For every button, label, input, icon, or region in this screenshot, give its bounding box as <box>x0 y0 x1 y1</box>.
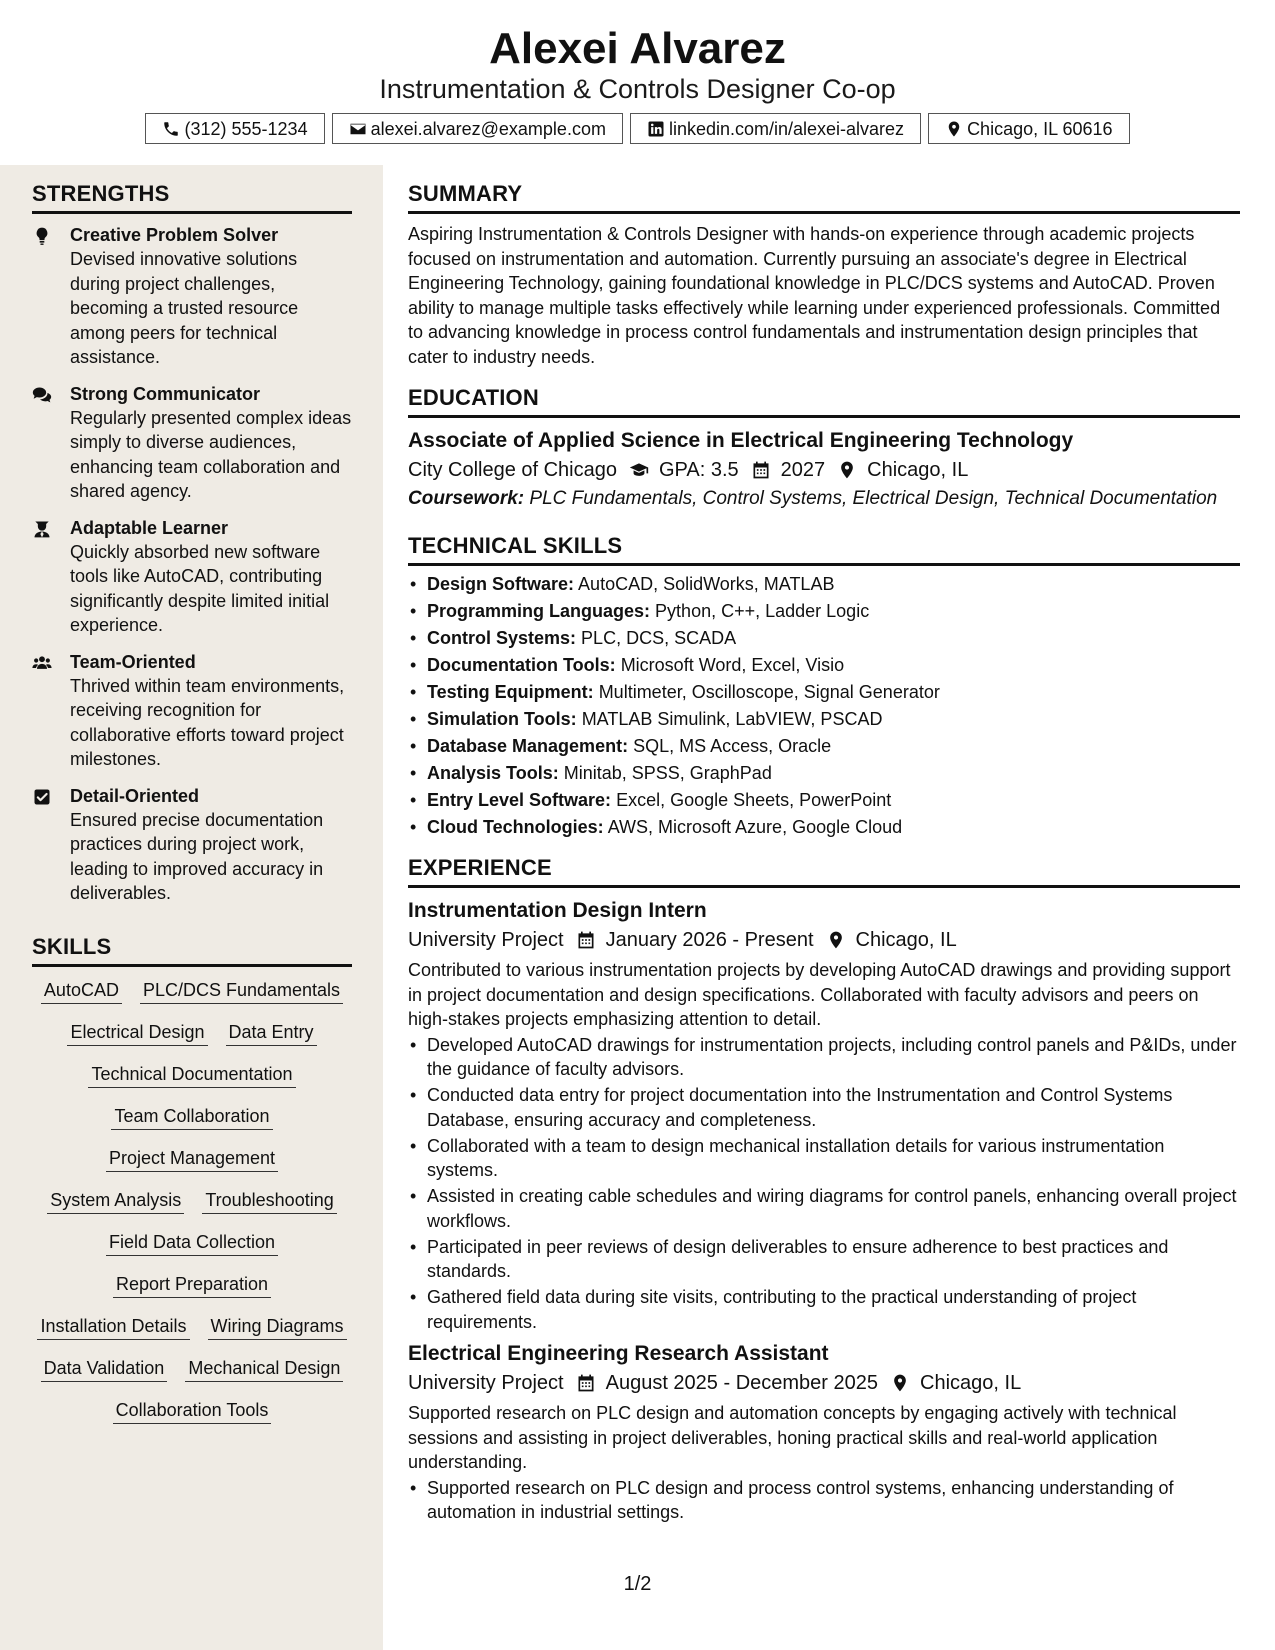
list-item <box>408 680 1240 705</box>
calendar-icon <box>751 460 771 480</box>
envelope-icon <box>349 120 367 138</box>
technical-skills-heading: TECHNICAL SKILLS <box>408 517 1240 566</box>
skill-category: Database Management: <box>427 736 629 756</box>
strength-description: Thrived within team environments, receiving recognition for collaborative efforts toward project milestones. <box>70 675 345 769</box>
strength-title: Creative Problem Solver <box>70 225 279 245</box>
graduation-cap-icon <box>629 460 649 480</box>
job-organization: University Project <box>408 1372 564 1394</box>
strength-title: Adaptable Learner <box>70 517 229 538</box>
education-location: Chicago, IL <box>867 459 969 481</box>
skill-category: Entry Level Software: <box>427 790 612 810</box>
map-pin-icon <box>837 460 857 480</box>
skill-values: PLC, DCS, SCADA <box>581 628 737 648</box>
skill-values: Excel, Google Sheets, PowerPoint <box>616 790 892 810</box>
technical-skills-list <box>408 572 1240 840</box>
comments-icon <box>32 385 52 405</box>
list-item <box>408 626 1240 651</box>
coursework <box>408 487 1240 511</box>
strength-item <box>32 223 352 370</box>
skill-category: Simulation Tools: <box>427 709 577 729</box>
skill-values: AWS, Microsoft Azure, Google Cloud <box>607 817 903 837</box>
job-meta <box>408 925 1240 955</box>
map-pin-icon <box>945 120 963 138</box>
list-item <box>408 599 1240 624</box>
list-item: • Collaborated with a team to design mechanical installation details for various instrumentation systems. <box>408 1134 1240 1183</box>
contact-email[interactable] <box>332 113 623 144</box>
skill-tag: Installation Details <box>37 1313 189 1340</box>
strengths-heading: STRENGTHS <box>32 165 352 214</box>
strengths-list <box>32 223 352 906</box>
list-item <box>408 788 1240 813</box>
skill-tag: Collaboration Tools <box>113 1397 272 1424</box>
map-pin-icon <box>826 930 846 950</box>
skill-tag: PLC/DCS Fundamentals <box>140 977 343 1004</box>
job-location: Chicago, IL <box>920 1372 1022 1394</box>
skill-values: Python, C++, Ladder Logic <box>655 601 870 621</box>
summary-heading: SUMMARY <box>408 165 1240 214</box>
list-item <box>408 707 1240 732</box>
strength-item <box>32 516 352 638</box>
skills-cloud <box>32 977 352 1424</box>
skill-category: Control Systems: <box>427 628 577 648</box>
experience-heading: EXPERIENCE <box>408 839 1240 888</box>
contact-bar <box>0 113 1275 144</box>
strength-title: Strong Communicator <box>70 383 261 404</box>
job-dates: August 2025 - December 2025 <box>605 1372 879 1394</box>
skills-heading: SKILLS <box>32 918 352 967</box>
skill-category: Design Software: <box>427 574 575 594</box>
graduate-icon <box>32 519 52 539</box>
contact-linkedin[interactable] <box>630 113 921 144</box>
skill-tag: Electrical Design <box>67 1019 207 1046</box>
skill-values: AutoCAD, SolidWorks, MATLAB <box>578 574 835 594</box>
resume-header <box>0 0 1275 165</box>
skill-values: Multimeter, Oscilloscope, Signal Generator <box>598 682 940 702</box>
candidate-title: Instrumentation & Controls Designer Co-op <box>379 74 896 104</box>
skill-tag: Project Management <box>106 1145 278 1172</box>
job-dates: January 2026 - Present <box>605 929 814 951</box>
job-meta <box>408 1368 1240 1398</box>
list-item <box>408 734 1240 759</box>
job-title: Instrumentation Design Intern <box>408 899 707 922</box>
strength-description: Ensured precise documentation practices during project work, leading to improved accuracy in deliverables. <box>70 809 324 903</box>
strength-title: Detail-Oriented <box>70 785 200 806</box>
skill-category: Documentation Tools: <box>427 655 616 675</box>
calendar-icon <box>576 930 596 950</box>
main-column <box>408 165 1240 1585</box>
strength-title: Team-Oriented <box>70 651 196 672</box>
skill-tag: Data Validation <box>41 1355 168 1382</box>
sidebar <box>0 165 383 1650</box>
skill-tag: Wiring Diagrams <box>208 1313 347 1340</box>
contact-phone <box>145 113 324 144</box>
page-number: 1/2 <box>623 1573 652 1595</box>
list-item <box>408 572 1240 597</box>
skill-values: Minitab, SPSS, GraphPad <box>563 763 772 783</box>
contact-location <box>928 113 1129 144</box>
skill-category: Analysis Tools: <box>427 763 559 783</box>
list-item <box>408 761 1240 786</box>
list-item <box>408 653 1240 678</box>
skill-category: Programming Languages: <box>427 601 651 621</box>
job-title: Electrical Engineering Research Assistant <box>408 1342 829 1365</box>
checkbox-icon <box>32 787 52 807</box>
skill-category: Cloud Technologies: <box>427 817 604 837</box>
list-item: • Gathered field data during site visits, contributing to the practical understanding of project requirements. <box>408 1285 1240 1334</box>
skill-values: SQL, MS Access, Oracle <box>633 736 832 756</box>
job-summary: Supported research on PLC design and automation concepts by engaging actively with technical sessions and assisting in project deliverables, honing practical skills and real-world application understanding. <box>408 1403 1177 1472</box>
skill-tag: Field Data Collection <box>106 1229 278 1256</box>
school-name: City College of Chicago <box>408 459 617 481</box>
strength-item <box>32 382 352 504</box>
coursework-label: Coursework: <box>408 488 525 509</box>
linkedin-text: linkedin.com/in/alexei-alvarez <box>668 118 905 139</box>
phone-text: (312) 555-1234 <box>184 118 308 139</box>
email-text: alexei.alvarez@example.com <box>370 118 606 139</box>
summary-text: Aspiring Instrumentation & Controls Designer with hands-on experience through academic projects focused on instrumentation and automation. Currently pursuing an associate's degree in Electrical Engineering Technology, gaining foundational knowledge in PLC/DCS systems and AutoCAD. Proven ability to manage multiple tasks effectively while learning under experienced professionals. Committed to advancing knowledge in process control fundamentals and instrumentation design principles that cater to industry needs. <box>408 224 1221 367</box>
calendar-icon <box>576 1373 596 1393</box>
skill-tag: Data Entry <box>226 1019 317 1046</box>
skill-tag: Mechanical Design <box>185 1355 343 1382</box>
list-item <box>408 815 1240 840</box>
list-item: • Participated in peer reviews of design deliverables to ensure adherence to best practices and standards. <box>408 1235 1240 1284</box>
coursework-list: PLC Fundamentals, Control Systems, Electrical Design, Technical Documentation <box>529 488 1218 509</box>
strength-item <box>32 784 352 906</box>
job-location: Chicago, IL <box>855 929 957 951</box>
education-meta <box>408 455 1240 485</box>
skill-tag: Report Preparation <box>113 1271 271 1298</box>
skill-category: Testing Equipment: <box>427 682 594 702</box>
skill-tag: Technical Documentation <box>88 1061 295 1088</box>
candidate-name: Alexei Alvarez <box>489 24 786 73</box>
strength-description: Devised innovative solutions during project challenges, becoming a trusted resource among peers for technical assistance. <box>70 249 299 367</box>
users-icon <box>32 653 52 673</box>
skill-values: Microsoft Word, Excel, Visio <box>620 655 845 675</box>
education-heading: EDUCATION <box>408 369 1240 418</box>
map-pin-icon <box>890 1373 910 1393</box>
location-text: Chicago, IL 60616 <box>967 118 1113 139</box>
skill-tag: AutoCAD <box>41 977 122 1004</box>
skill-tag: System Analysis <box>47 1187 184 1214</box>
job-bullets <box>408 1033 1240 1335</box>
job-bullets <box>408 1476 1240 1525</box>
phone-icon <box>162 120 180 138</box>
skill-tag: Team Collaboration <box>111 1103 272 1130</box>
list-item: • Conducted data entry for project documentation into the Instrumentation and Control Systems Database, ensuring accuracy and completeness. <box>408 1083 1240 1132</box>
strength-item <box>32 650 352 772</box>
linkedin-icon <box>647 120 665 138</box>
skill-tag: Troubleshooting <box>202 1187 336 1214</box>
strength-description: Quickly absorbed new software tools like AutoCAD, contributing significantly despite limited initial experience. <box>70 541 330 635</box>
list-item: • Supported research on PLC design and process control systems, enhancing understanding of automation in industrial settings. <box>408 1476 1240 1525</box>
job-organization: University Project <box>408 929 564 951</box>
strength-description: Regularly presented complex ideas simply to diverse audiences, enhancing team collaboration and shared agency. <box>70 407 352 501</box>
degree-title: Associate of Applied Science in Electrical Engineering Technology <box>408 429 1074 452</box>
graduation-year: 2027 <box>780 459 826 481</box>
job-summary: Contributed to various instrumentation projects by developing AutoCAD drawings and providing support in project documentation and design specifications. Collaborated with faculty advisors and peers on high-stakes projects emphasizing attention to detail. <box>408 960 1231 1029</box>
list-item: • Developed AutoCAD drawings for instrumentation projects, including control panels and P&IDs, under the guidance of faculty advisors. <box>408 1033 1240 1082</box>
skill-values: MATLAB Simulink, LabVIEW, PSCAD <box>581 709 883 729</box>
gpa-text: GPA: 3.5 <box>659 459 739 481</box>
list-item: • Assisted in creating cable schedules and wiring diagrams for control panels, enhancing overall project workflows. <box>408 1184 1240 1233</box>
lightbulb-icon <box>32 226 52 246</box>
